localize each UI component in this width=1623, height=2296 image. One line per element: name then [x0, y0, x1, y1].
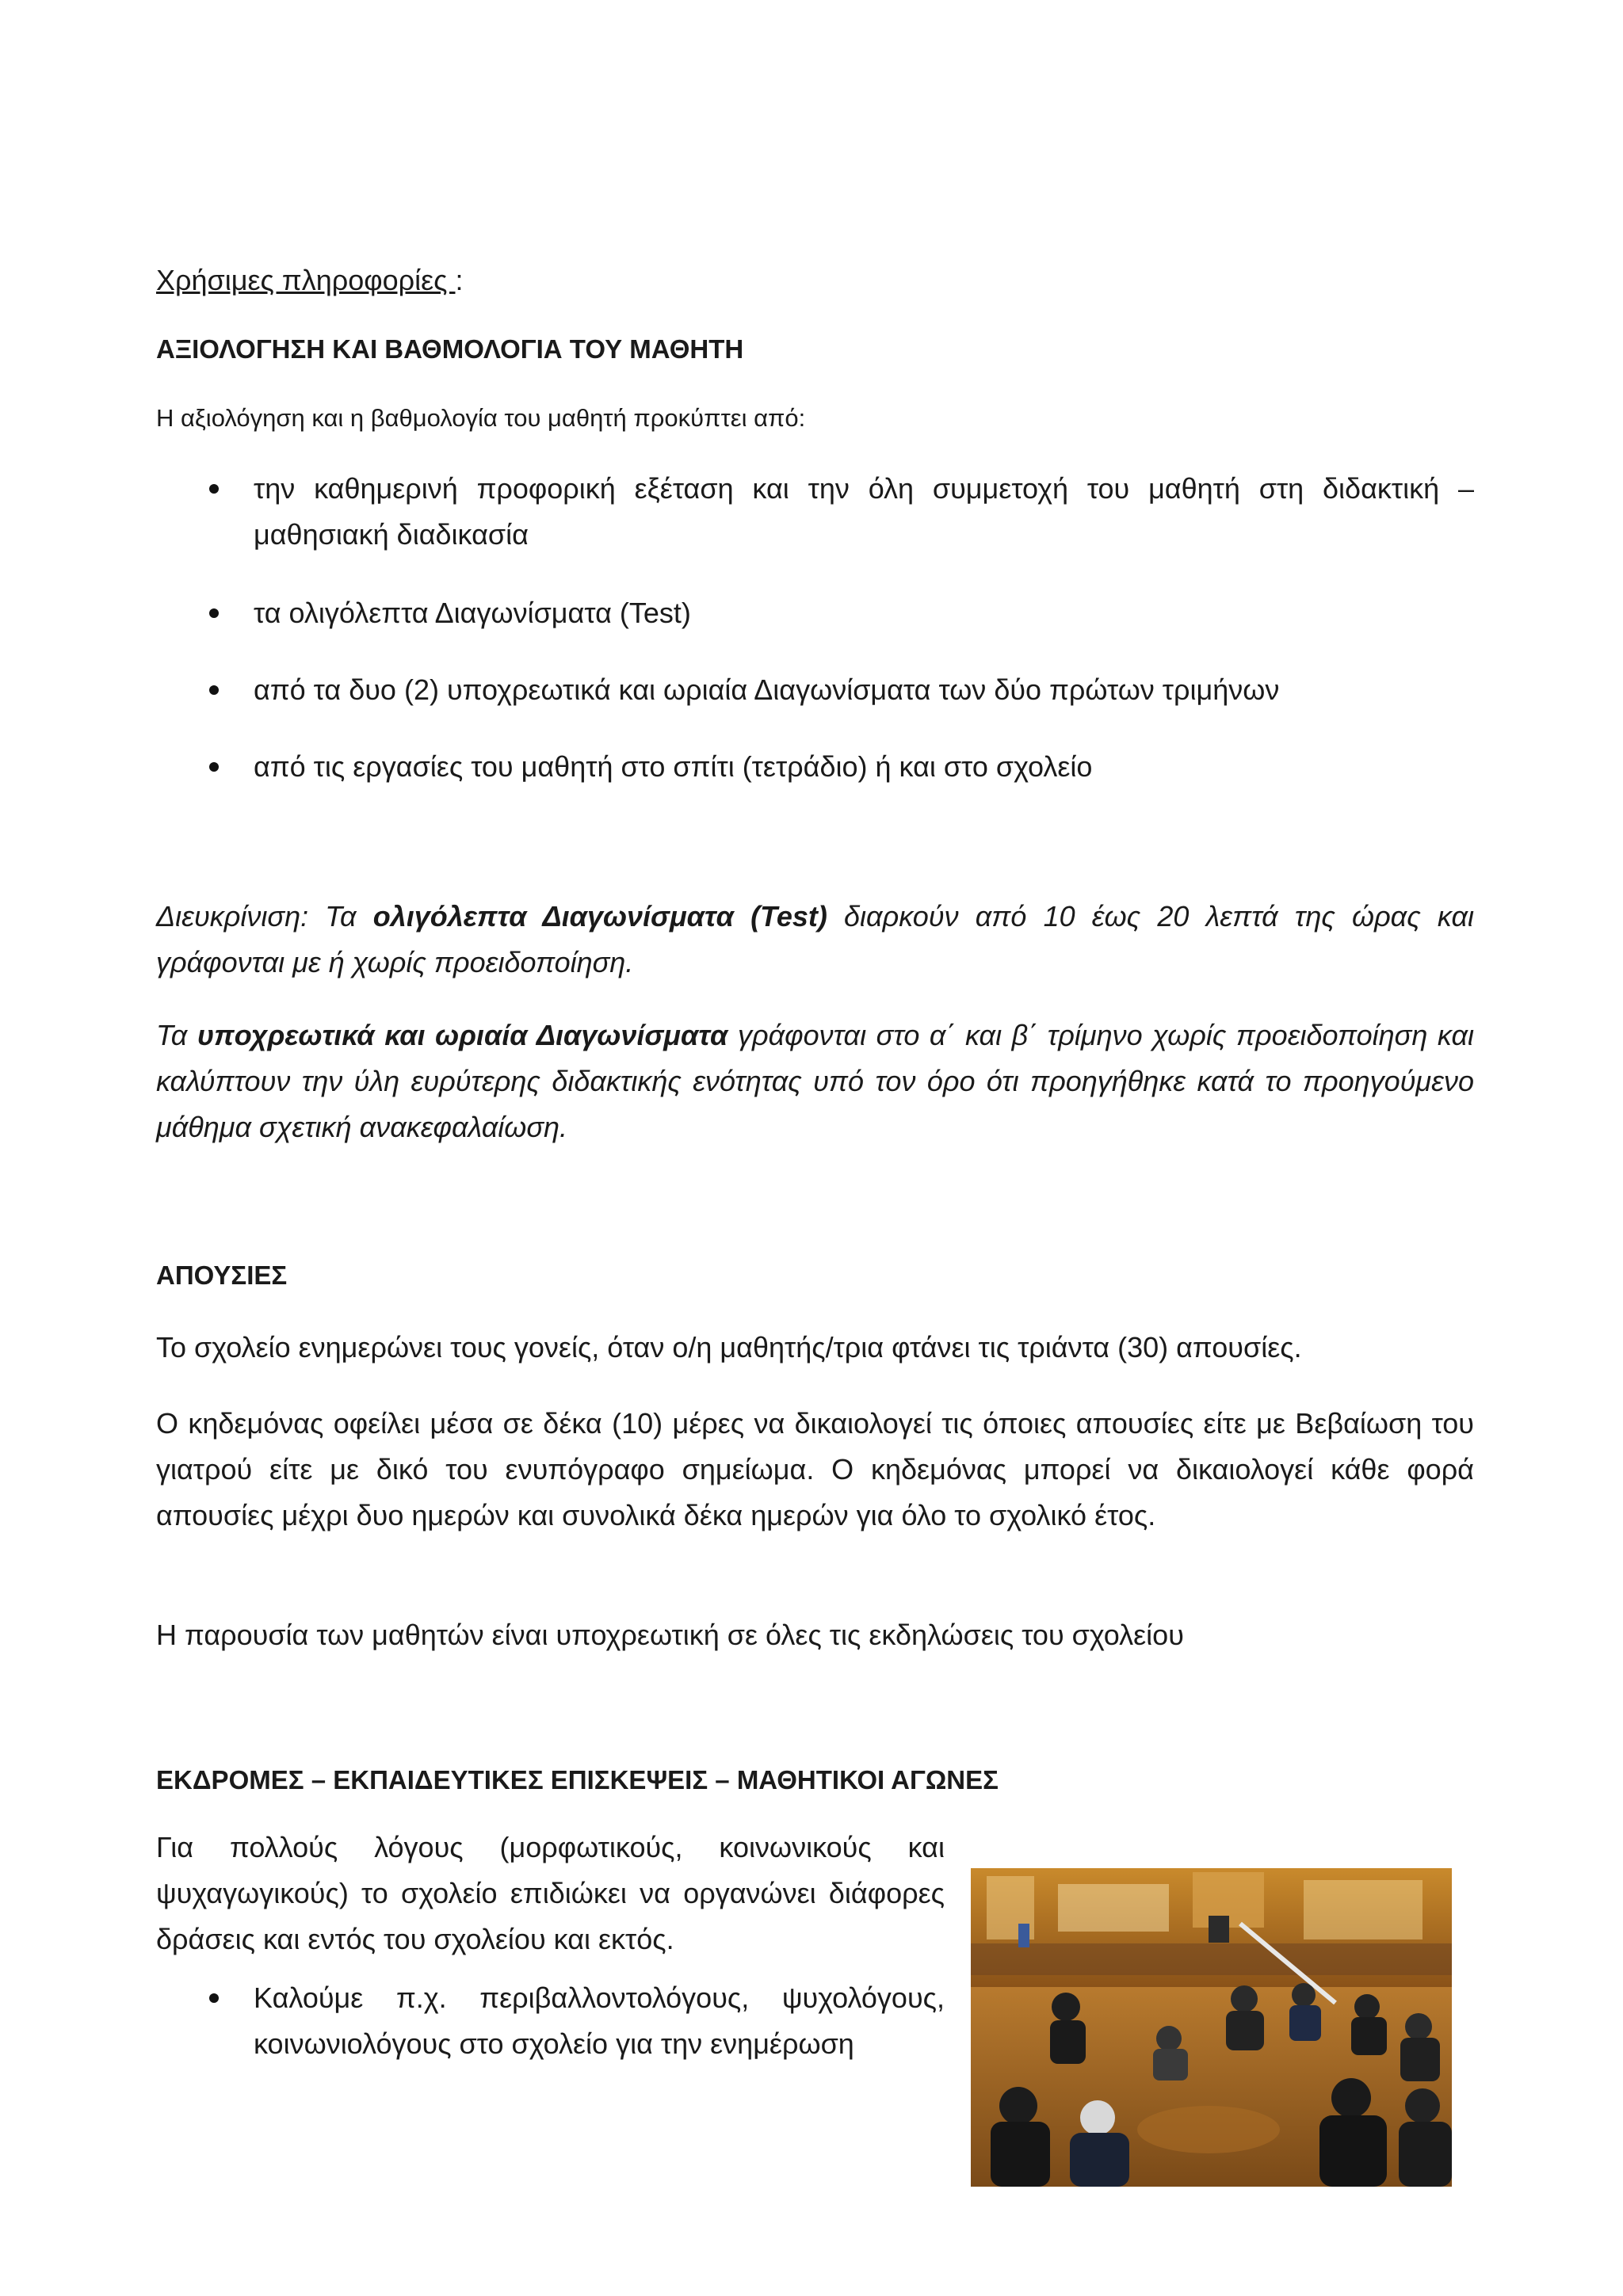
absences-p1: Το σχολείο ενημερώνει τους γονείς, όταν ο/η μαθητής/τρια φτάνει τις τριάντα (30) απουσίες.	[156, 1331, 1302, 1363]
eval-note-2-pre: Τα	[156, 1019, 197, 1051]
eval-note-1-bold: ολιγόλεπτα Διαγωνίσματα (Test)	[372, 900, 827, 933]
eval-note-1	[156, 894, 1474, 986]
bullet-dot	[209, 1993, 219, 2003]
eval-section-title: ΑΞΙΟΛΟΓΗΣΗ ΚΑΙ ΒΑΘΜΟΛΟΓΙΑ ΤΟΥ ΜΑΘΗΤΗ	[156, 334, 744, 364]
bullet-dot	[209, 484, 219, 494]
trips-bullet-1: Καλούμε π.χ. περιβαλλοντολόγους, ψυχολόγους, κοινωνιολόγους στο σχολείο για την ενημέρωση	[254, 1981, 945, 2060]
trips-section-title: ΕΚΔΡΟΜΕΣ – ΕΚΠΑΙΔΕΥΤΙΚΕΣ ΕΠΙΣΚΕΨΕΙΣ – ΜΑΘΗΤΙΚΟΙ ΑΓΩΝΕΣ	[156, 1765, 999, 1794]
bullet-dot	[209, 685, 219, 695]
eval-bullet-3: από τα δυο (2) υποχρεωτικά και ωριαία Διαγωνίσματα των δύο πρώτων τριμήνων	[254, 673, 1280, 706]
eval-note-1-pre: Διευκρίνιση: Τα	[156, 900, 373, 933]
eval-intro: Η αξιολόγηση και η βαθμολογία του μαθητή προκύπτει από:	[156, 404, 806, 432]
eval-note-2	[156, 1013, 1474, 1150]
eval-note-1-post: διαρκούν από 10 έως 20 λεπτά της ώρας και γράφονται με ή χωρίς προειδοποίηση.	[156, 900, 1474, 978]
bullet-dot	[209, 608, 219, 618]
eval-note-2-post: γράφονται στο α΄ και β΄ τρίμηνο χωρίς προειδοποίηση και καλύπτουν την ύλη ευρύτερης διδακτικής ενότητας υπό τον όρο ότι προηγήθηκε κατά το προηγούμενο μάθημα σχετική ανακεφαλαίωση.	[156, 1019, 1474, 1143]
eval-bullet-1: την καθημερινή προφορική εξέταση και την όλη συμμετοχή του μαθητή στη διδακτική – μαθησιακή διαδικασία	[254, 472, 1474, 551]
eval-bullet-4: από τις εργασίες του μαθητή στο σπίτι (τετράδιο) ή και στο σχολείο	[254, 750, 1093, 783]
absences-section-title: ΑΠΟΥΣΙΕΣ	[156, 1261, 288, 1290]
eval-note-2-bold: υποχρεωτικά και ωριαία Διαγωνίσματα	[197, 1019, 728, 1051]
students-photo-illustration	[971, 1868, 1452, 2187]
eval-bullet-2: τα ολιγόλεπτα Διαγωνίσματα (Test)	[254, 597, 691, 629]
absences-p3: Η παρουσία των μαθητών είναι υποχρεωτική σε όλες τις εκδηλώσεις του σχολείου	[156, 1619, 1184, 1651]
absences-p2: Ο κηδεμόνας οφείλει μέσα σε δέκα (10) μέρες να δικαιολογεί τις όποιες απουσίες είτε με Βεβαίωση του γιατρού είτε με δικό του ενυπόγραφο σημείωμα. Ο κηδεμόνας μπορεί να δικαιολογεί κάθε φορά απουσίες μέχρι δυο ημερών και συνολικά δέκα ημερών για όλο το σχολικό έτος.	[156, 1407, 1474, 1531]
useful-info-heading-colon: :	[455, 264, 464, 296]
trips-p1: Για πολλούς λόγους (μορφωτικούς, κοινωνικούς και ψυχαγωγικούς) το σχολείο επιδιώκει να οργανώνει διάφορες δράσεις και εντός του σχολείου και εκτός.	[156, 1831, 945, 1955]
useful-info-heading	[156, 257, 464, 303]
students-photo	[971, 1868, 1452, 2187]
bullet-dot	[209, 762, 219, 772]
useful-info-heading-text: Χρήσιμες πληροφορίες	[156, 264, 456, 296]
